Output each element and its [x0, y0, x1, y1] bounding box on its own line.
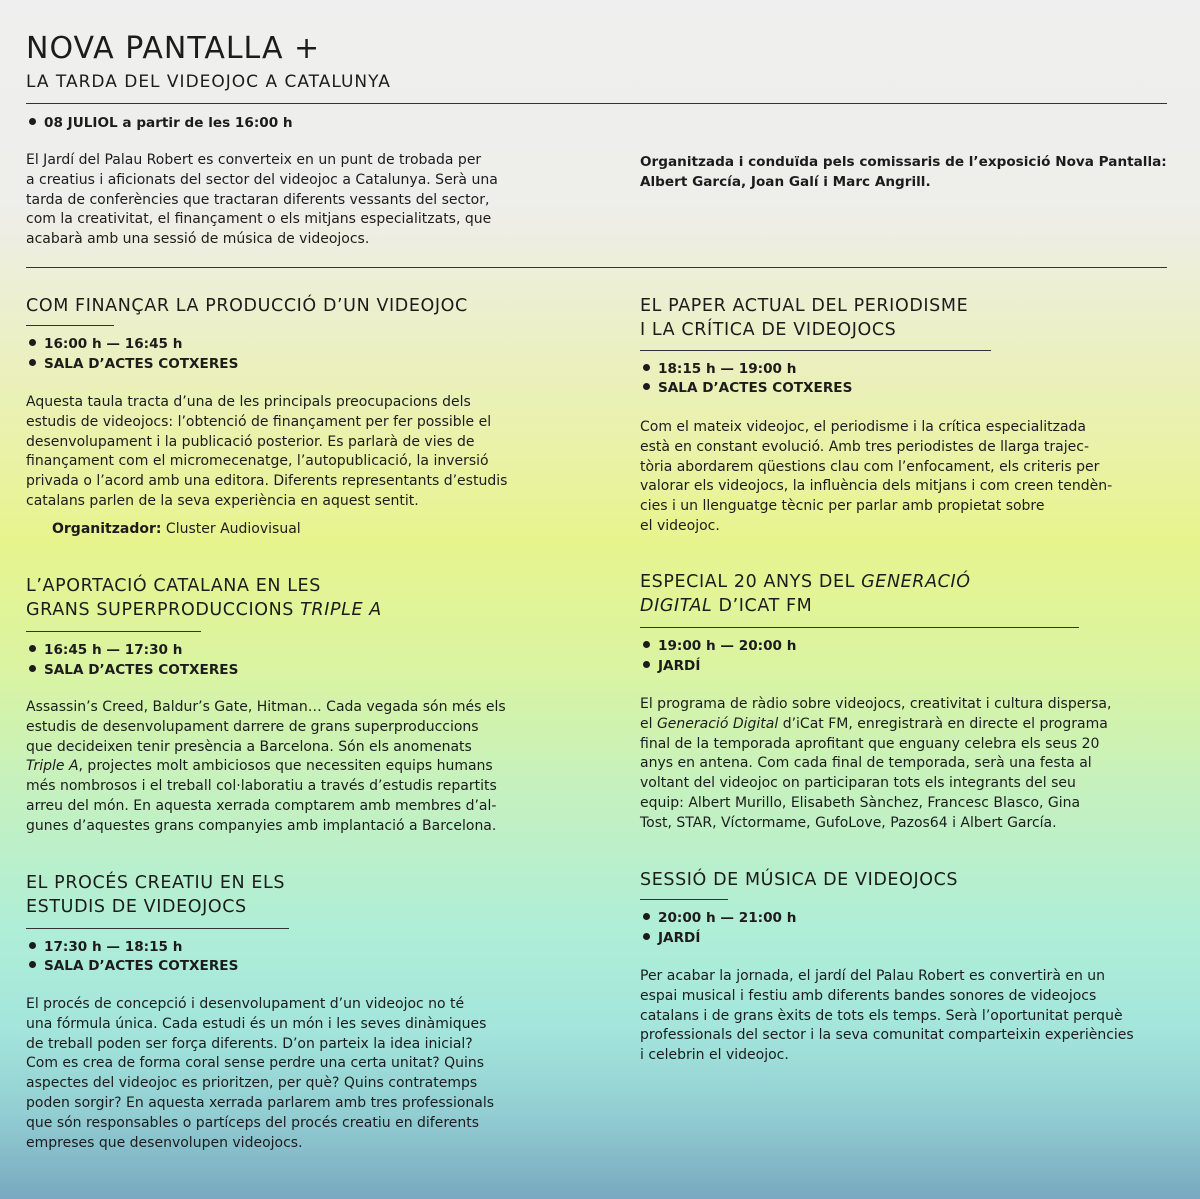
session-time: 19:00 h — 20:00 h — [643, 637, 796, 657]
bullet-icon — [29, 118, 36, 125]
intro-text — [26, 151, 498, 250]
intro-line: com la creativitat, el finançament o els mitjans especialitzats, que — [26, 211, 492, 228]
session-place: SALA D’ACTES COTXERES — [29, 661, 238, 681]
session-title-music: SESSIÓ DE MÚSICA DE VIDEOJOCS — [640, 870, 959, 890]
intro-line: acabarà amb una sessió de música de videojocs. — [26, 231, 370, 248]
session-time: 20:00 h — 21:00 h — [643, 909, 796, 929]
bullet-icon — [643, 383, 650, 390]
session-time: 17:30 h — 18:15 h — [29, 938, 182, 958]
bullet-icon — [29, 665, 36, 672]
session-place: SALA D’ACTES COTXERES — [29, 957, 238, 977]
bullet-icon — [29, 942, 36, 949]
session-place: SALA D’ACTES COTXERES — [643, 379, 852, 399]
bullet-icon — [29, 339, 36, 346]
intro-divider — [26, 267, 1167, 268]
intro-line: tarda de conferències que tractaran diferents vessants del sector, — [26, 191, 490, 208]
page-subtitle: LA TARDA DEL VIDEOJOC A CATALUNYA — [26, 72, 391, 92]
session-title-triple-a: L’APORTACIÓ CATALANA EN LES GRANS SUPERPRODUCCIONS TRIPLE A — [26, 576, 382, 620]
bullet-icon — [643, 661, 650, 668]
session-underline — [26, 928, 289, 929]
session-title-creative-process: EL PROCÉS CREATIU EN ELS ESTUDIS DE VIDEOJOCS — [26, 873, 286, 917]
session-description: Assassin’s Creed, Baldur’s Gate, Hitman… Cada vegada són més els estudis de desenvolupament darrere de grans superproduccions que decideixen tenir presència a Barcelona. Són els anomenats Triple A, projectes molt ambiciosos que necessiten equips humans més nombrosos i el treball col·laboratiu a través d’estudis repartits arreu del món. En aquesta xerrada comptarem amb membres d’al- gunes d’aquestes grans companyies amb implantació a Barcelona. — [26, 699, 506, 834]
organizers-line: Albert García, Joan Galí i Marc Angrill. — [640, 173, 931, 190]
organizers-line: Organitzada i conduïda pels comissaris de l’exposició Nova Pantalla: — [640, 154, 1167, 170]
event-date-text: 08 JULIOL a partir de les 16:00 h — [44, 115, 293, 131]
bullet-icon — [643, 364, 650, 371]
session-description: Aquesta taula tracta d’una de les principals preocupacions dels estudis de videojocs: l’obtenció de finançament per fer possible el desenvolupament i la publicació posterior. Es parlarà de vies de finançament com el micromecenatge, l’autopublicació, la inversió privada o l’acord amb una editora. Diferents representants d’estudis catalans parlen de la seva experiència en aquest sentit. — [26, 394, 508, 509]
bullet-icon — [29, 961, 36, 968]
session-time: 16:00 h — 16:45 h — [29, 335, 182, 355]
session-place: JARDÍ — [643, 657, 700, 677]
session-underline — [640, 627, 1079, 628]
bullet-icon — [29, 645, 36, 652]
header-divider — [26, 103, 1167, 104]
bullet-icon — [643, 913, 650, 920]
bullet-icon — [643, 933, 650, 940]
session-underline — [26, 631, 201, 632]
session-title-generacio-digital: ESPECIAL 20 ANYS DEL GENERACIÓ DIGITAL D’ICAT FM — [640, 572, 971, 616]
session-underline — [26, 325, 114, 326]
event-date — [29, 114, 293, 134]
session-place: JARDÍ — [643, 929, 700, 949]
bullet-icon — [29, 359, 36, 366]
session-time: 16:45 h — 17:30 h — [29, 641, 182, 661]
session-description: Com el mateix videojoc, el periodisme i la crítica especialitzada està en constant evolució. Amb tres periodistes de llarga trajec- tòria abordarem qüestions clau com l’enfocament, els criteris per valorar els videojocs, la influència dels mitjans i com creen tendèn- cies i un llenguatge tècnic per parlar amb propietat sobre el videojoc. — [640, 419, 1113, 534]
intro-line: a creatius i aficionats del sector del videojoc a Catalunya. Serà una — [26, 171, 498, 188]
session-underline — [640, 350, 991, 351]
session-description: Per acabar la jornada, el jardí del Palau Robert es convertirà en un espai musical i festiu amb diferents bandes sonores de videojocs catalans i de grans èxits de tots els temps. Serà l’oportunitat perquè professionals del sector i la seva comunitat comparteixin experiències i celebrin el videojoc. — [640, 968, 1134, 1064]
session-title-financing: COM FINANÇAR LA PRODUCCIÓ D’UN VIDEOJOC — [26, 296, 468, 316]
session-time: 18:15 h — 19:00 h — [643, 360, 796, 380]
session-description: El programa de ràdio sobre videojocs, creativitat i cultura dispersa, el Generació Digital d’iCat FM, enregistrarà en directe el programa final de la temporada aprofitant que enguany celebra els seus 20 anys en antena. Com cada final de temporada, serà una festa al voltant del videojoc on participaran tots els integrants del seu equip: Albert Murillo, Elisabeth Sànchez, Francesc Blasco, Gina Tost, STAR, Víctormame, GufoLove, Pazos64 i Albert García. — [640, 696, 1112, 831]
session-underline — [640, 899, 728, 900]
organizers-text — [640, 153, 1167, 193]
session-description: El procés de concepció i desenvolupament d’un videojoc no té una fórmula única. Cada estudi és un món i les seves dinàmiques de treball poden ser força diferents. D’on parteix la idea inicial? Com es crea de forma coral sense perdre una certa unitat? Quins aspectes del videojoc es prioritzen, per què? Quins contratemps poden sorgir? En aquesta xerrada parlarem amb tres professionals que són responsables o partíceps del procés creatiu en diferents empreses que desenvolupen videojocs. — [26, 996, 495, 1151]
session-title-journalism: EL PAPER ACTUAL DEL PERIODISME I LA CRÍTICA DE VIDEOJOCS — [640, 296, 969, 340]
bullet-icon — [643, 641, 650, 648]
session-place: SALA D’ACTES COTXERES — [29, 355, 238, 375]
intro-line: El Jardí del Palau Robert es converteix en un punt de trobada per — [26, 152, 482, 168]
session-organizer: Organitzador: Cluster Audiovisual — [52, 521, 301, 537]
page-title: NOVA PANTALLA + — [26, 31, 321, 66]
